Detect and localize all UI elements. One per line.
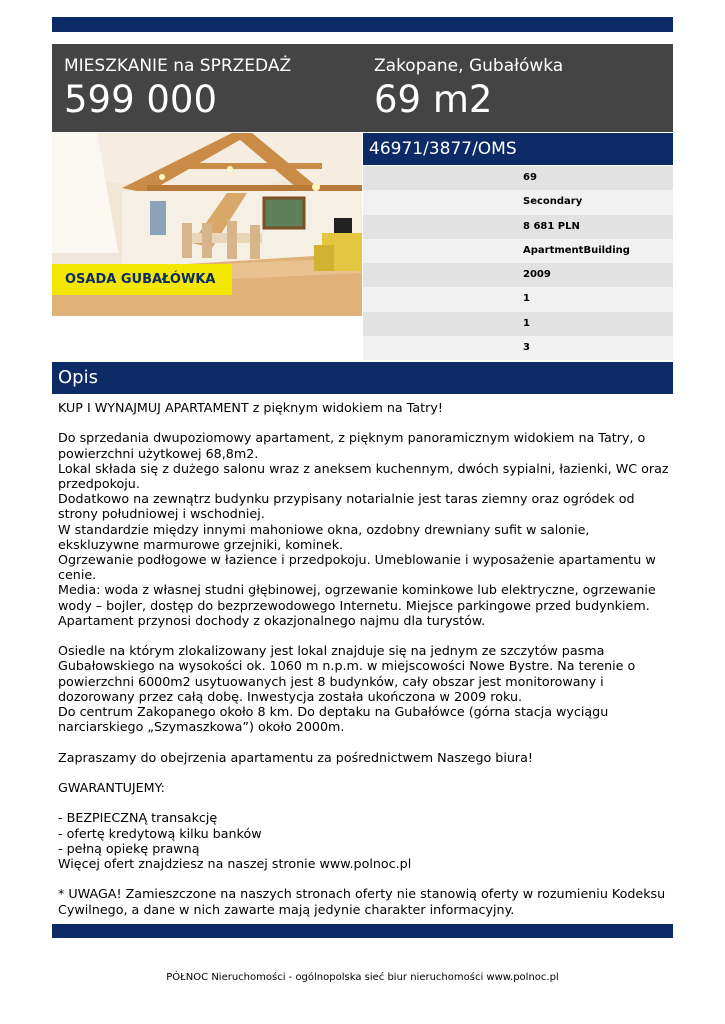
desc-paragraph: Więcej ofert znajdziesz na naszej stronie www.polnoc.pl xyxy=(58,856,412,872)
listing-header xyxy=(52,44,673,132)
desc-paragraph: - BEZPIECZNĄ transakcję xyxy=(58,810,218,826)
desc-spacer xyxy=(58,795,670,810)
property-table xyxy=(363,166,673,360)
desc-paragraph: W standardzie między innymi mahoniowe okna, ozdobny drewniany sufit w salonie, ekskluzywne marmurowe grzejniki, kominek. xyxy=(58,521,590,552)
desc-paragraph: Do centrum Zakopanego około 8 km. Do deptaku na Gubałówce (górna stacja wyciągu narciarskiego „Szymaszkowa”) około 2000m. xyxy=(58,704,609,735)
desc-spacer xyxy=(58,628,670,643)
property-row: ApartmentBuilding xyxy=(363,239,673,263)
desc-paragraph: - ofertę kredytową kilku banków xyxy=(58,825,262,841)
property-row: 1 xyxy=(363,287,673,311)
listing-area: 69 m2 xyxy=(374,78,493,121)
desc-paragraph: GWARANTUJEMY: xyxy=(58,780,165,796)
desc-paragraph: Lokal składa się z dużego salonu wraz z aneksem kuchennym, dwóch sypialni, łazienki, WC oraz przedpokoju. xyxy=(58,460,669,491)
desc-spacer xyxy=(58,871,670,886)
bottom-bar xyxy=(52,924,673,938)
header-left xyxy=(64,54,291,122)
description-heading: Opis xyxy=(52,362,673,394)
property-row: 69 xyxy=(363,166,673,190)
property-row: 1 xyxy=(363,312,673,336)
desc-paragraph: * UWAGA! Zamieszczone na naszych stronach oferty nie stanowią oferty w rozumieniu Kodeksu Cywilnego, a dane w nich zawarte mają jedynie charakter informacyjny. xyxy=(58,886,666,917)
desc-paragraph: - pełną opiekę prawną xyxy=(58,840,200,856)
reference-number: 46971/3877/OMS xyxy=(363,133,673,165)
desc-spacer xyxy=(58,415,670,430)
desc-spacer xyxy=(58,765,670,780)
description-body xyxy=(58,400,670,917)
desc-paragraph: KUP I WYNAJMUJ APARTAMENT z pięknym widokiem na Tatry! xyxy=(58,400,443,415)
top-bar xyxy=(52,17,673,32)
desc-paragraph: Apartament przynosi dochody z okazjonalnego najmu dla turystów. xyxy=(58,612,486,628)
desc-paragraph: Osiedle na którym zlokalizowany jest lokal znajduje się na jednym ze szczytów pasma Gubałowskiego na wysokości ok. 1060 m n.p.m. w miejscowości Nowe Bystre. Na terenie o powierzchni 6000m2 usytuowanych jest 8 budynków, cały obszar jest monitorowany i dozorowany przez całą dobę. Inwestycja została ukończona w 2009 roku. xyxy=(58,643,636,704)
property-row: 2009 xyxy=(363,263,673,287)
banner-osada-gubalowka: OSADA GUBAŁÓWKA xyxy=(52,264,232,295)
property-row: Secondary xyxy=(363,190,673,214)
footer-text: PÓŁNOC Nieruchomości - ogólnopolska sieć biur nieruchomości www.polnoc.pl xyxy=(166,972,559,983)
desc-paragraph: Zapraszamy do obejrzenia apartamentu za pośrednictwem Naszego biura! xyxy=(58,749,534,765)
listing-type: MIESZKANIE na SPRZEDAŻ xyxy=(64,56,292,76)
header-right xyxy=(374,54,563,122)
desc-paragraph: Ogrzewanie podłogowe w łazience i przedpokoju. Umeblowanie i wyposażenie apartamentu w cenie. xyxy=(58,552,656,583)
apartment-photo xyxy=(52,133,362,316)
listing-location: Zakopane, Gubałówka xyxy=(374,56,564,76)
listing-price: 599 000 xyxy=(64,78,218,121)
desc-paragraph: Do sprzedania dwupoziomowy apartament, z pięknym panoramicznym widokiem na Tatry, o powierzchni użytkowej 68,8m2. xyxy=(58,430,646,461)
property-row: 3 xyxy=(363,336,673,360)
property-row: 8 681 PLN xyxy=(363,215,673,239)
desc-spacer xyxy=(58,734,670,749)
desc-paragraph: Media: woda z własnej studni głębinowej, ogrzewanie kominkowe lub elektryczne, ogrzewanie wody – bojler, dostęp do bezprzewodowego Internetu. Miejsce parkingowe przed budynkiem. xyxy=(58,582,656,613)
desc-paragraph: Dodatkowo na zewnątrz budynku przypisany notarialnie jest taras ziemny oraz ogródek od strony południowej i wschodniej. xyxy=(58,491,635,522)
